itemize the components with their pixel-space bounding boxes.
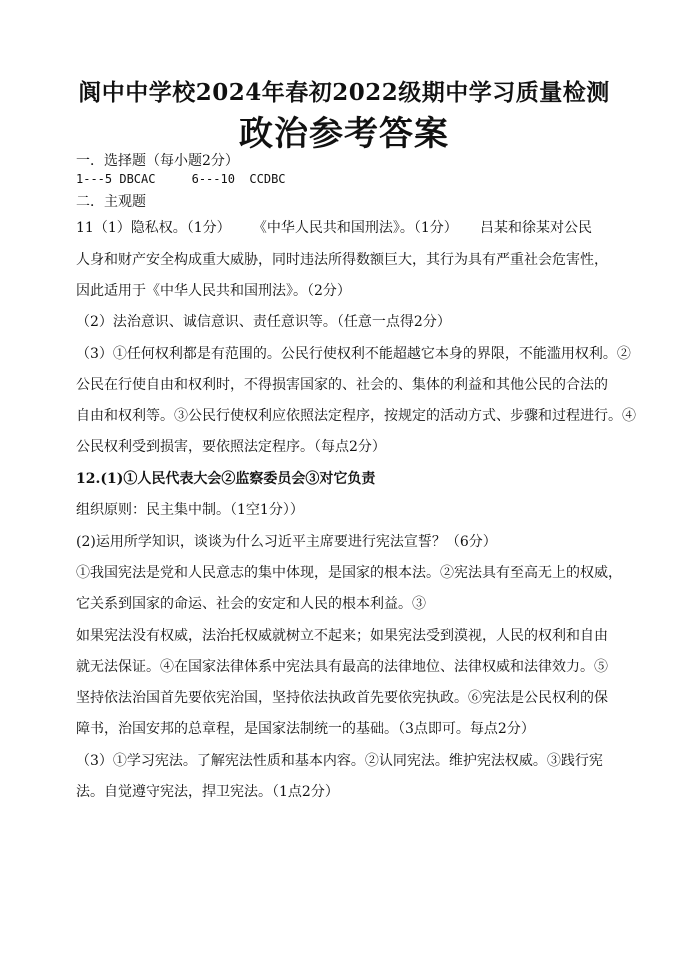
q12-line-5: 它关系到国家的命运、社会的安定和人民的根本利益。③ (76, 596, 426, 612)
section1-heading: 一．选择题（每小题2分） (76, 153, 239, 169)
q11-line-4: （2）法治意识、诚信意识、责任意识等。（任意一点得2分） (76, 314, 451, 330)
q11-line-7: 自由和权利等。③公民行使权利应依照法定程序，按规定的活动方式、步骤和过程进行。④ (76, 408, 636, 424)
q11-line-3: 因此适用于《中华人民共和国刑法》。（2分） (76, 283, 351, 299)
q12-line-6: 如果宪法没有权威，法治托权威就树立不起来；如果宪法受到漠视，人民的权利和自由 (76, 628, 608, 644)
exam-title: 阆中中学校2024年春初2022级期中学习质量检测 (78, 79, 610, 106)
q11-line-8: 公民权利受到损害，要依照法定程序。（每点2分） (76, 439, 386, 455)
q12-line-4: ①我国宪法是党和人民意志的集中体现，是国家的根本法。②宪法具有至高无上的权威， (76, 565, 622, 581)
answer-key-title: 政治参考答案 (239, 114, 449, 154)
q11-line-6: 公民在行使自由和权利时，不得损害国家的、社会的、集体的利益和其他公民的合法的 (76, 377, 608, 393)
q12-line-2: 组织原则：民主集中制。（1空1分）） (76, 502, 304, 518)
q12-line-8: 坚持依法治国首先要依宪治国，坚持依法执政首先要依宪执政。⑥宪法是公民权利的保 (76, 690, 608, 706)
q12-line-10: （3）①学习宪法。了解宪法性质和基本内容。②认同宪法。维护宪法权威。③践行宪 (76, 753, 603, 769)
q11-line-2: 人身和财产安全构成重大威胁，同时违法所得数额巨大，其行为具有严重社会危害性， (76, 252, 608, 268)
section2-heading: 二．主观题 (76, 194, 146, 210)
q11-line-5: （3）①任何权利都是有范围的。公民行使权利不能超越它本身的界限，不能滥用权利。② (76, 346, 631, 362)
q12-line-7: 就无法保证。④在国家法律体系中宪法具有最高的法律地位、法律权威和法律效力。⑤ (76, 659, 608, 675)
q12-line-11: 法。自觉遵守宪法，捍卫宪法。（1点2分） (76, 784, 339, 800)
q12-line-9: 障书，治国安邦的总章程，是国家法制统一的基础。（3点即可。每点2分） (76, 721, 535, 737)
q11-line-1: 11（1）隐私权。（1分） 《中华人民共和国刑法》。（1分） 吕某和徐某对公民 (76, 220, 593, 236)
q12-line-1: 12.(1)①人民代表大会②监察委员会③对它负责 (76, 471, 376, 487)
q12-line-3: (2)运用所学知识，谈谈为什么习近平主席要进行宪法宣誓？（6分） (76, 534, 497, 550)
multiple-choice-answers: 1---5 DBCAC 6---10 CCDBC (76, 172, 286, 186)
